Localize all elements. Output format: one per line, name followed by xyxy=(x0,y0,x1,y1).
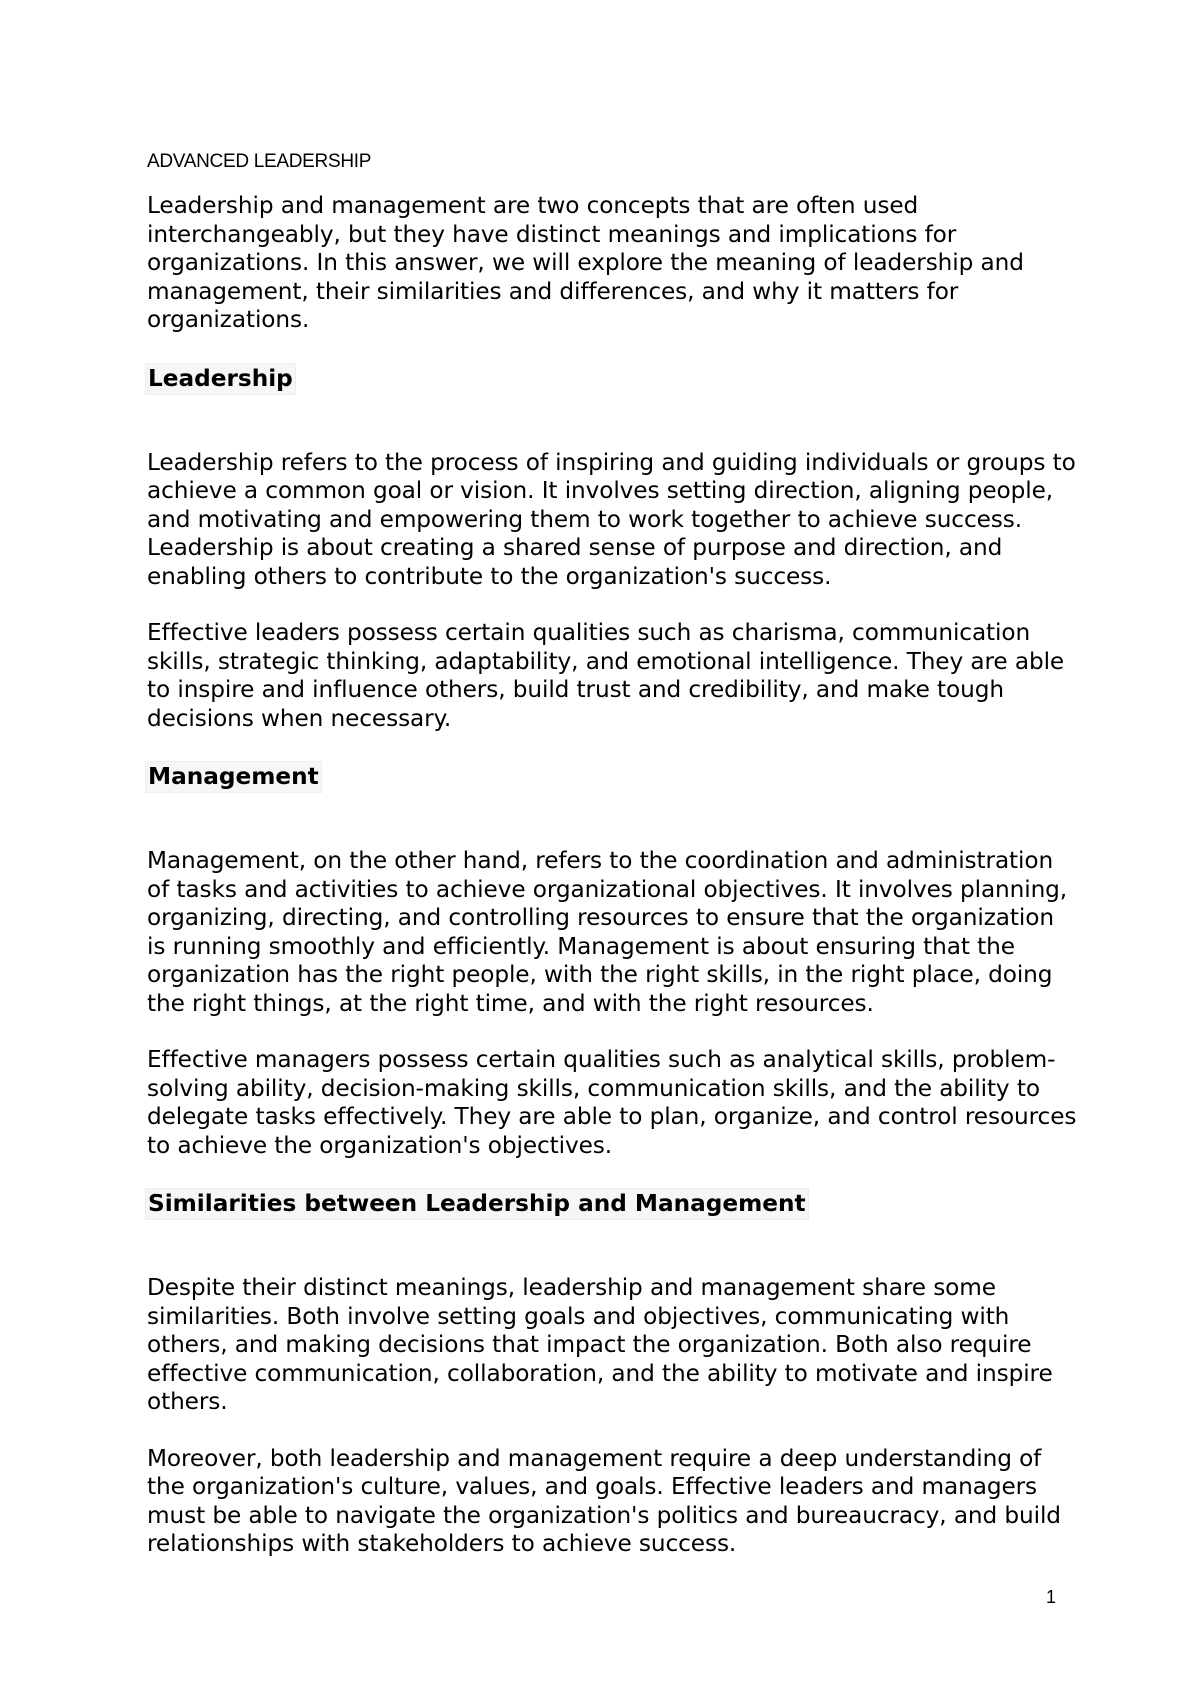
section-heading-management: Management xyxy=(145,761,322,793)
document-title: ADVANCED LEADERSHIP xyxy=(147,151,372,172)
intro-paragraph: Leadership and management are two concepts that are often used interchangeably, but they have distinct meanings and implications for organizations. In this answer, we will explore the meaning of leadership and management, their similarities and differences, and why it matters for organizations. xyxy=(147,192,1024,333)
section-leadership xyxy=(147,363,1077,423)
paragraph: Moreover, both leadership and management require a deep understanding of the organization's culture, values, and goals. Effective leaders and managers must be able to navigate the organization's politics and bureaucracy, and build relationships with stakeholders to achieve success. xyxy=(147,1444,1061,1557)
paragraph: Leadership refers to the process of inspiring and guiding individuals or groups to achieve a common goal or vision. It involves setting direction, aligning people, and motivating and empowering them to work together to achieve success. Leadership is about creating a shared sense of purpose and direction, and enabling others to contribute to the organization's success. xyxy=(147,448,1076,590)
section-management xyxy=(147,761,1077,821)
paragraph: Despite their distinct meanings, leadership and management share some similarities. Both involve setting goals and objectives, communicating with others, and making decisions that impact the organization. Both also require effective communication, collaboration, and the ability to motivate and inspire others. xyxy=(147,1274,1053,1415)
section-heading-similarities: Similarities between Leadership and Management xyxy=(145,1188,809,1220)
section-heading-leadership: Leadership xyxy=(145,363,296,395)
paragraph: Management, on the other hand, refers to the coordination and administration of tasks and activities to achieve organizational objectives. It involves planning, organizing, directing, and controlling resources to ensure that the organization is running smoothly and efficiently. Management is about ensuring that the organization has the right people, with the right skills, in the right place, doing the right things, at the right time, and with the right resources. xyxy=(147,847,1068,1017)
section-similarities xyxy=(147,1188,1077,1248)
page-number: 1 xyxy=(1046,1587,1057,1607)
document-body xyxy=(147,150,1077,1587)
paragraph: Effective managers possess certain qualities such as analytical skills, problem-solving ability, decision-making skills, communication skills, and the ability to delegate tasks effectively. They are able to plan, organize, and control resources to achieve the organization's objectives. xyxy=(147,1046,1077,1159)
paragraph: Effective leaders possess certain qualities such as charisma, communication skills, strategic thinking, adaptability, and emotional intelligence. They are able to inspire and influence others, build trust and credibility, and make tough decisions when necessary. xyxy=(147,619,1065,732)
